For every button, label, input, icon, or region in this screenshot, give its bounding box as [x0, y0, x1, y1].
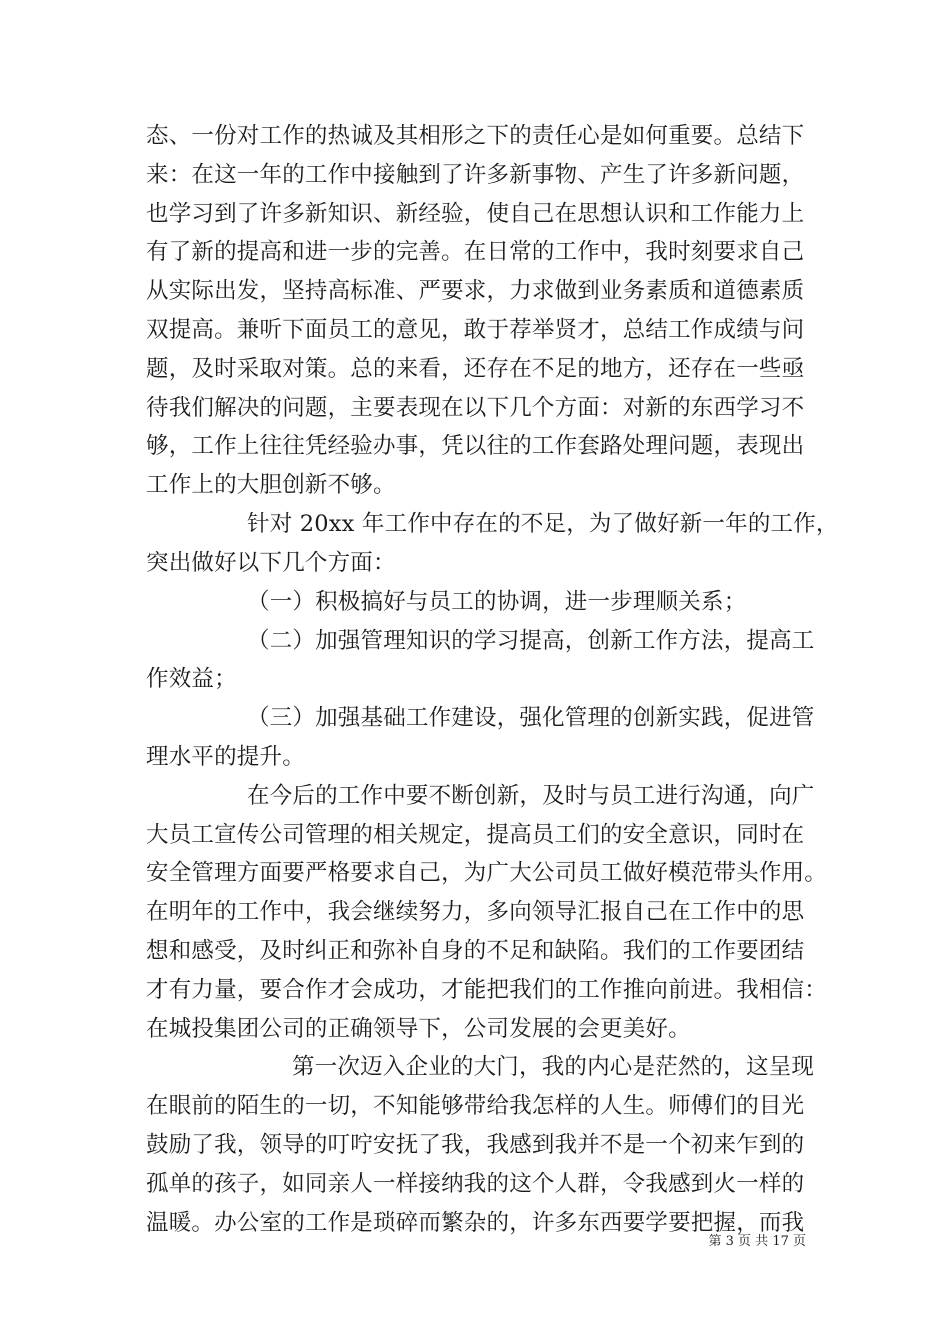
text-line: 在城投集团公司的正确领导下，公司发展的会更美好。	[146, 1016, 691, 1042]
text-line: 大员工宣传公司管理的相关规定，提高员工们的安全意识，同时在	[146, 822, 805, 848]
text-line: 也学习到了许多新知识、新经验，使自己在思想认识和工作能力上	[146, 201, 805, 227]
text-line: 有了新的提高和进一步的完善。在日常的工作中，我时刻要求自己	[146, 239, 805, 265]
text-line: 够，工作上往往凭经验办事，凭以往的工作套路处理问题，表现出	[146, 433, 805, 459]
text-line: 双提高。兼听下面员工的意见，敢于荐举贤才，总结工作成绩与问	[146, 317, 805, 343]
text-line: 来：在这一年的工作中接触到了许多新事物、产生了许多新问题，	[146, 162, 805, 188]
text-line: 工作上的大胆创新不够。	[146, 472, 396, 498]
text-line: 孤单的孩子，如同亲人一样接纳我的这个人群，令我感到火一样的	[146, 1171, 805, 1197]
text-line: 温暖。办公室的工作是琐碎而繁杂的，许多东西要学要把握，而我	[146, 1210, 805, 1236]
text-line: 想和感受，及时纠正和弥补自身的不足和缺陷。我们的工作要团结	[146, 938, 805, 964]
text-line: 鼓励了我，领导的叮咛安抚了我，我感到我并不是一个初来乍到的	[146, 1132, 805, 1158]
list-item-3: （三）加强基础工作建设，强化管理的创新实践，促进管	[247, 705, 815, 731]
text-line: 才有力量，要合作才会成功，才能把我们的工作推向前进。我相信：	[146, 977, 828, 1003]
text-line: 理水平的提升。	[146, 744, 305, 770]
paragraph-first-line: 针对 20xx 年工作中存在的不足，为了做好新一年的工作，	[247, 511, 839, 537]
text-line: 安全管理方面要严格要求自己，为广大公司员工做好模范带头作用。	[146, 860, 828, 886]
text-line: 在眼前的陌生的一切，不知能够带给我怎样的人生。师傅们的目光	[146, 1093, 805, 1119]
page-number: 第 3 页 共 17 页	[708, 1234, 806, 1249]
text-line: 待我们解决的问题，主要表现在以下几个方面：对新的东西学习不	[146, 395, 805, 421]
text-line: 作效益；	[146, 666, 237, 692]
text-line: 态、一份对工作的热诚及其相形之下的责任心是如何重要。总结下	[146, 123, 805, 149]
text-line: 在明年的工作中，我会继续努力，多向领导汇报自己在工作中的思	[146, 899, 805, 925]
list-item-2: （二）加强管理知识的学习提高，创新工作方法，提高工	[247, 628, 815, 654]
paragraph-first-line: 在今后的工作中要不断创新，及时与员工进行沟通，向广	[247, 783, 815, 809]
list-item-1: （一）积极搞好与员工的协调，进一步理顺关系；	[247, 589, 747, 615]
text-line: 题，及时采取对策。总的来看，还存在不足的地方，还存在一些亟	[146, 356, 805, 382]
paragraph-first-line: 第一次迈入企业的大门，我的内心是茫然的，这呈现	[292, 1054, 815, 1080]
text-line: 从实际出发，坚持高标准、严要求，力求做到业务素质和道德素质	[146, 278, 805, 304]
text-line: 突出做好以下几个方面：	[146, 550, 396, 576]
